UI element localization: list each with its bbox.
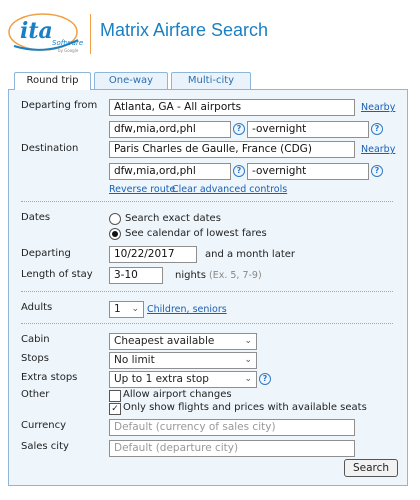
extra-stops-label: Extra stops <box>21 372 78 383</box>
tab-multi-city[interactable]: Multi-city <box>171 72 251 89</box>
logo-by: by Google <box>58 48 79 53</box>
origin-input[interactable]: Atlanta, GA - All airports <box>109 99 355 116</box>
length-of-stay-input[interactable]: 3-10 <box>109 267 163 284</box>
allow-airport-changes-label: Allow airport changes <box>123 389 232 400</box>
only-available-label: Only show flights and prices with available seats <box>123 402 367 413</box>
help-icon[interactable]: ? <box>371 123 383 135</box>
destination-overnight-input[interactable]: -overnight <box>247 163 369 180</box>
divider <box>21 323 393 324</box>
radio-calendar[interactable] <box>109 228 121 240</box>
children-seniors-link[interactable]: Children, seniors <box>147 304 227 315</box>
stops-label: Stops <box>21 353 49 364</box>
origin-via-input[interactable]: dfw,mia,ord,phl <box>109 121 231 138</box>
length-hint: (Ex. 5, 7-9) <box>209 270 262 281</box>
header-divider <box>90 14 91 54</box>
divider <box>21 201 393 202</box>
cabin-value: Cheapest available <box>114 335 215 347</box>
length-of-stay-label: Length of stay <box>21 269 93 280</box>
tab-one-way[interactable]: One-way <box>94 72 168 89</box>
departing-label: Departing <box>21 248 71 259</box>
currency-label: Currency <box>21 420 67 431</box>
sales-city-label: Sales city <box>21 441 69 452</box>
stops-value: No limit <box>114 354 155 366</box>
allow-airport-changes-checkbox[interactable] <box>109 390 121 402</box>
dates-label: Dates <box>21 212 51 223</box>
adults-value: 1 <box>114 303 121 315</box>
departing-from-label: Departing from <box>21 100 98 111</box>
page-title: Matrix Airfare Search <box>100 20 269 40</box>
chevron-down-icon: ⌄ <box>244 374 252 384</box>
divider <box>21 291 393 292</box>
origin-nearby-link[interactable]: Nearby <box>361 102 396 113</box>
ita-software-logo <box>6 10 88 56</box>
destination-via-input[interactable]: dfw,mia,ord,phl <box>109 163 231 180</box>
chevron-down-icon: ⌄ <box>244 355 252 365</box>
currency-input[interactable]: Default (currency of sales city) <box>109 419 355 436</box>
chevron-down-icon: ⌄ <box>131 304 139 314</box>
cabin-select[interactable] <box>109 333 257 350</box>
extra-stops-value: Up to 1 extra stop <box>114 373 209 385</box>
departing-suffix: and a month later <box>205 249 296 260</box>
tab-round-trip[interactable]: Round trip <box>14 72 91 90</box>
adults-label: Adults <box>21 302 53 313</box>
help-icon[interactable]: ? <box>233 165 245 177</box>
search-form-panel <box>8 89 408 486</box>
stops-select[interactable] <box>109 352 257 369</box>
destination-nearby-link[interactable]: Nearby <box>361 144 396 155</box>
cabin-label: Cabin <box>21 334 50 345</box>
calendar-label: See calendar of lowest fares <box>125 228 267 239</box>
adults-select[interactable] <box>109 301 144 318</box>
help-icon[interactable]: ? <box>371 165 383 177</box>
search-button[interactable]: Search <box>344 459 398 477</box>
destination-label: Destination <box>21 143 79 154</box>
help-icon[interactable]: ? <box>259 373 271 385</box>
logo-sub: Software <box>52 39 84 47</box>
nights-label: nights <box>175 270 206 281</box>
exact-dates-label: Search exact dates <box>125 213 221 224</box>
only-available-checkbox[interactable]: ✓ <box>109 403 121 415</box>
extra-stops-select[interactable] <box>109 371 257 388</box>
sales-city-input[interactable]: Default (departure city) <box>109 440 355 457</box>
other-label: Other <box>21 389 50 400</box>
reverse-route-link[interactable]: Reverse route <box>109 184 176 195</box>
destination-input[interactable]: Paris Charles de Gaulle, France (CDG) <box>109 141 355 158</box>
chevron-down-icon: ⌄ <box>244 336 252 346</box>
logo-text: ita <box>20 18 53 44</box>
clear-advanced-link[interactable]: Clear advanced controls <box>172 184 288 195</box>
radio-exact-dates[interactable] <box>109 213 121 225</box>
help-icon[interactable]: ? <box>233 123 245 135</box>
origin-overnight-input[interactable]: -overnight <box>247 121 369 138</box>
departing-date-input[interactable]: 10/22/2017 <box>109 246 197 263</box>
